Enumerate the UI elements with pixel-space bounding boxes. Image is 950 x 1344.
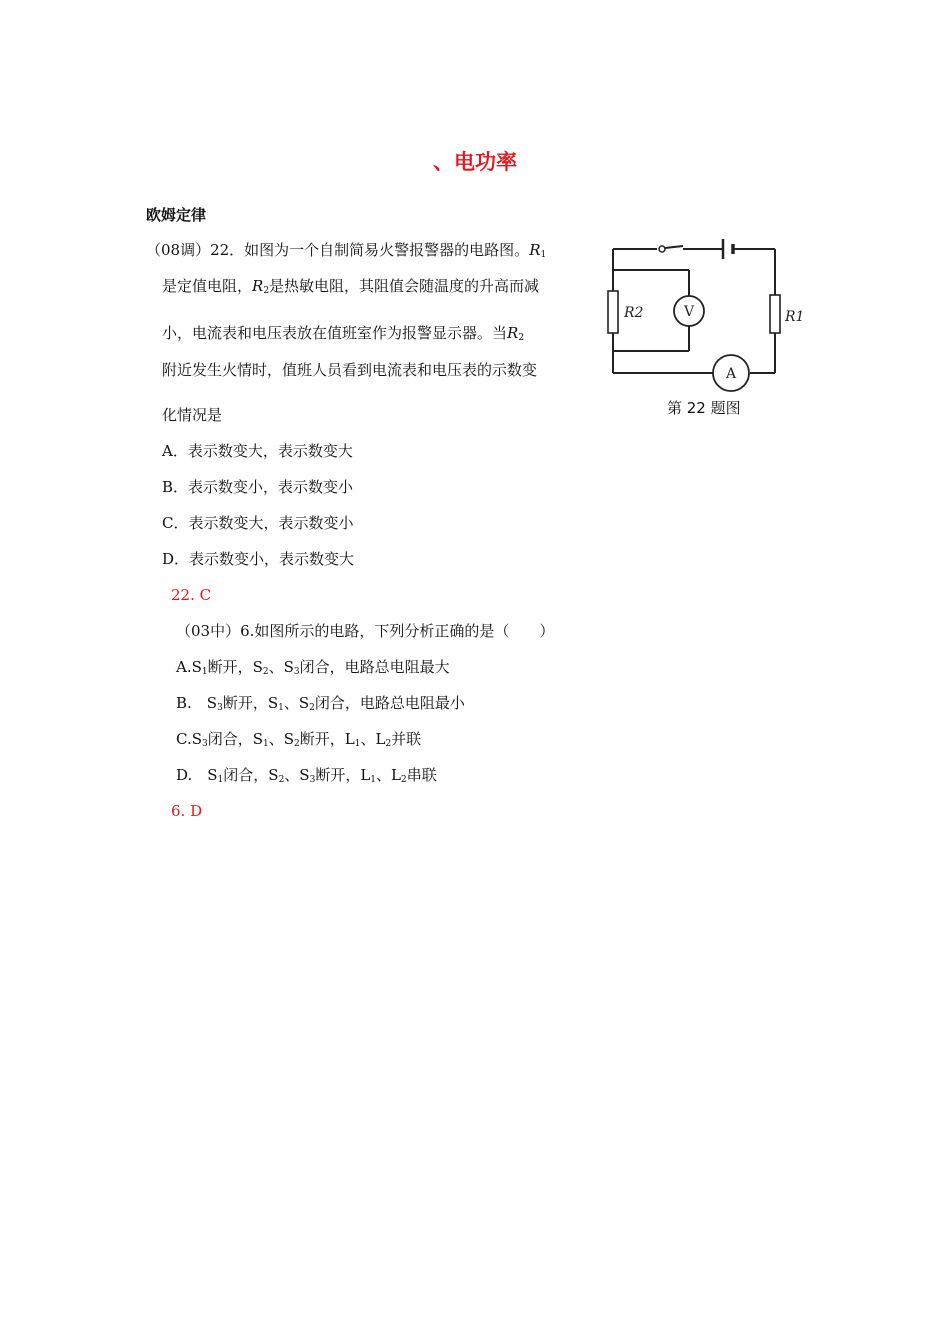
q2-option-c: $C.S_3$闭合，$S_1$、$S_2$断开，$L_1$、$L_2$并联	[176, 730, 422, 749]
q1-option-a: A．表示数变大，表示数变大	[162, 442, 353, 460]
q1-line-5: 化情况是	[162, 406, 223, 424]
q1-answer: 22. C	[171, 586, 212, 604]
label-r2: R2	[624, 305, 644, 321]
figure-caption: 第 22 题图	[667, 399, 741, 417]
q2-option-b: B. $S_3$断开，$S_1$、$S_2$闭合，电路总电阻最小	[176, 694, 465, 713]
circuit-diagram	[605, 235, 805, 420]
q2-stem: （03中）6.如图所示的电路，下列分析正确的是（ ）	[176, 622, 555, 640]
q1-option-b: B．表示数变小，表示数变小	[162, 478, 354, 496]
q1-line-2: 是定值电阻，$R_2$是热敏电阻，其阻值会随温度的升高而减	[162, 277, 540, 296]
q1-option-d: D．表示数变小，表示数变大	[162, 550, 355, 568]
q1-line-3: 小，电流表和电压表放在值班室作为报警显示器。当$R_2$	[162, 324, 525, 343]
voltmeter-label: V	[683, 304, 695, 320]
page-title: 、电功率	[433, 150, 517, 174]
section-heading: 欧姆定律	[146, 206, 207, 224]
ammeter-label: A	[725, 366, 737, 382]
q2-option-a: $A.S_1$断开，$S_2$、$S_3$闭合，电路总电阻最大	[176, 658, 450, 677]
q2-answer: 6. D	[171, 802, 203, 820]
q2-option-d: D. $S_1$闭合，$S_2$、$S_3$断开，$L_1$、$L_2$串联	[176, 766, 437, 785]
q1-line-1: （08调）22．如图为一个自制简易火警报警器的电路图。$R_1$	[146, 241, 547, 260]
label-r1: R1	[785, 309, 805, 325]
q1-option-c: C．表示数变大，表示数变小	[162, 514, 354, 532]
q1-line-4: 附近发生火情时，值班人员看到电流表和电压表的示数变	[162, 361, 538, 379]
